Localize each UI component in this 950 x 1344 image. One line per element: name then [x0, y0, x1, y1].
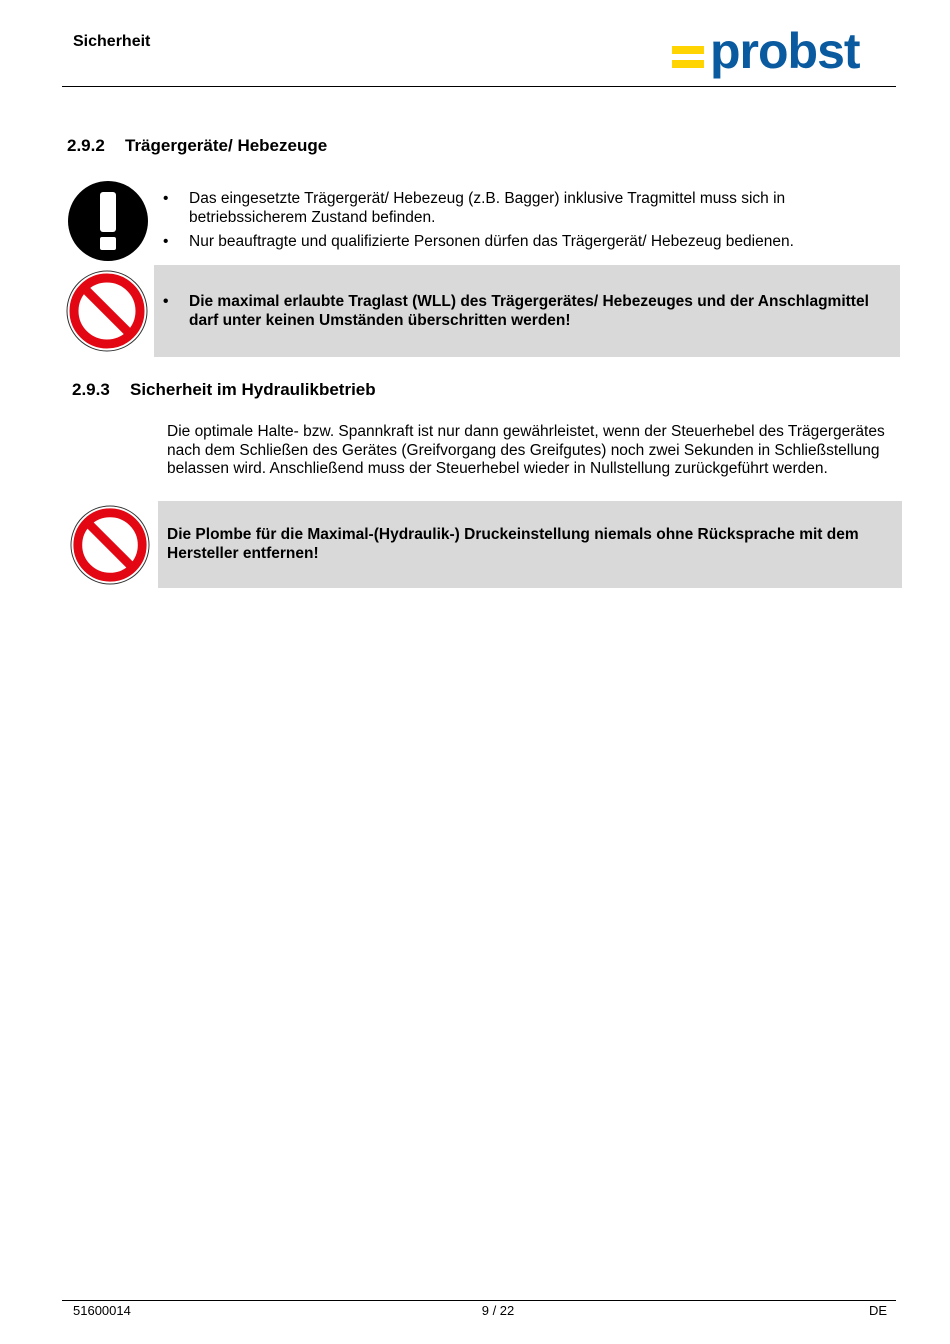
list-item: • Das eingesetzte Trägergerät/ Hebezeug (z.B. Bagger) inklusive Tragmittel muss sich in betriebssicherem Zustand befinden.: [161, 190, 861, 227]
doc-number: 51600014: [73, 1303, 131, 1318]
list-item: • Nur beauftragte und qualifizierte Personen dürfen das Trägergerät/ Hebezeug bedienen.: [161, 233, 861, 252]
logo-wordmark: probst: [710, 23, 860, 79]
section-title: Trägergeräte/ Hebezeuge: [125, 136, 328, 155]
page-number: 9 / 22: [481, 1303, 515, 1318]
warning-text: Die Plombe für die Maximal-(Hydraulik-) Druckeinstellung niemals ohne Rücksprache mit dem Hersteller entfernen!: [167, 526, 859, 562]
header-title: Sicherheit: [73, 33, 151, 50]
header-divider: [62, 86, 896, 87]
language-code: DE: [869, 1303, 888, 1318]
probst-logo: [672, 23, 888, 84]
section-heading-293: [72, 380, 376, 400]
warning-list-292: [161, 293, 901, 336]
prohibition-sign-icon: [66, 270, 148, 352]
exclamation-warning-icon: [67, 180, 149, 262]
section-heading-292: [67, 136, 327, 156]
warning-text: • Die maximal erlaubte Traglast (WLL) des Trägergerätes/ Hebezeuges und der Anschlagmittel darf unter keinen Umständen überschritten werden!: [161, 293, 901, 330]
bullet-list-292: [161, 190, 861, 258]
footer-divider: [62, 1300, 896, 1301]
logo-bar-top: [672, 46, 704, 54]
section-number: 2.9.2: [67, 136, 105, 155]
section-number: 2.9.3: [72, 380, 110, 399]
prohibition-sign-icon: [70, 505, 150, 585]
logo-bar-bottom: [672, 60, 704, 68]
section-title: Sicherheit im Hydraulikbetrieb: [130, 380, 376, 399]
hydraulic-paragraph: Die optimale Halte- bzw. Spannkraft ist nur dann gewährleistet, wenn der Steuerhebel des Trägergerätes nach dem Schließen des Gerätes (Greifvorgang des Greifgutes) noch zwei Sekunden in Schließstellung belassen wird. Anschließend muss der Steuerhebel wieder in Nullstellung zurückgeführt werden.: [167, 423, 885, 477]
